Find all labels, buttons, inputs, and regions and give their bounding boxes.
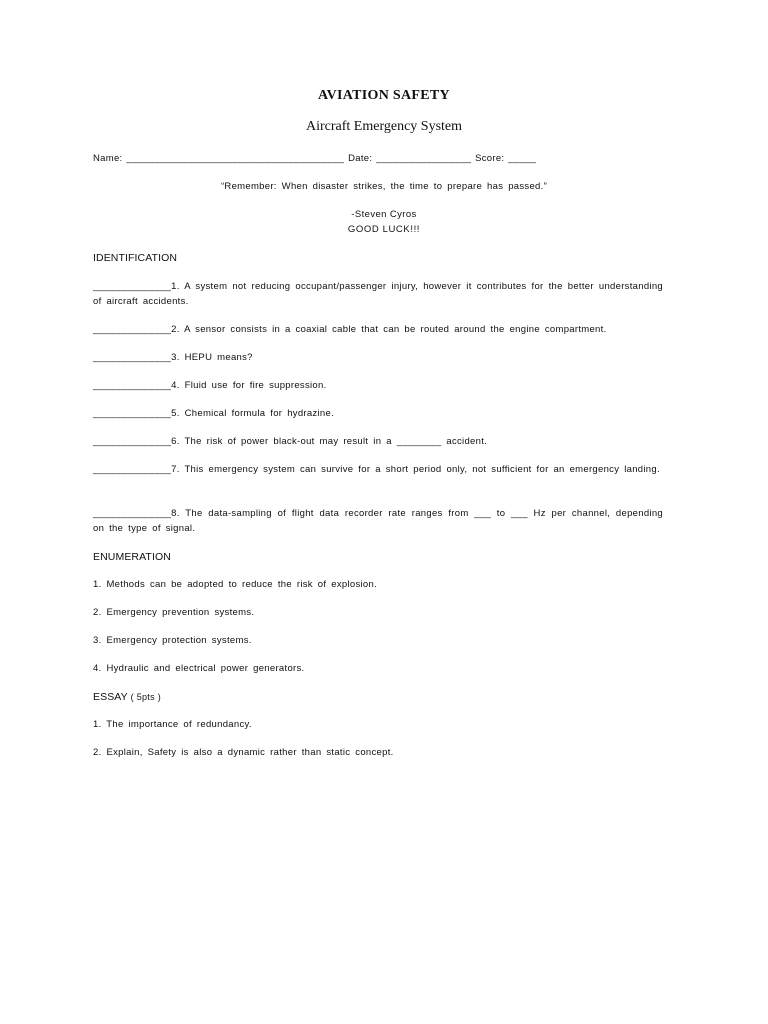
essay-item-2: 2. Explain, Safety is also a dynamic rather than static concept. xyxy=(93,747,394,758)
enumeration-item-4: 4. Hydraulic and electrical power generators. xyxy=(93,663,305,674)
identification-item-2: ______________2. A sensor consists in a coaxial cable that can be routed around the engine compartment. xyxy=(93,324,607,335)
identification-item-1: ______________1. A system not reducing occupant/passenger injury, however it contributes for the better understanding of aircraft accidents. xyxy=(93,281,663,307)
identification-item-8: ______________8. The data-sampling of flight data recorder rate ranges from ___ to ___ Hz per channel, depending on the type of signal. xyxy=(93,508,663,534)
identification-item-4: ______________4. Fluid use for fire suppression. xyxy=(93,380,327,391)
essay-item-1: 1. The importance of redundancy. xyxy=(93,719,252,730)
essay-heading xyxy=(93,691,161,703)
essay-points: ( 5pts ) xyxy=(130,692,161,702)
good-luck-text: GOOD LUCK!!! xyxy=(347,224,421,235)
enumeration-item-2: 2. Emergency prevention systems. xyxy=(93,607,255,618)
identification-heading: IDENTIFICATION xyxy=(93,252,178,264)
identification-item-5: ______________5. Chemical formula for hydrazine. xyxy=(93,408,335,419)
document-title: AVIATION SAFETY xyxy=(318,88,450,103)
essay-heading-label: ESSAY xyxy=(93,691,128,703)
quote-author: -Steven Cyros xyxy=(351,209,417,220)
identification-item-3: ______________3. HEPU means? xyxy=(93,352,253,363)
identification-item-7: ______________7. This emergency system can survive for a short period only, not sufficient for an emergency landing. xyxy=(93,464,660,475)
enumeration-item-3: 3. Emergency protection systems. xyxy=(93,635,252,646)
quote: “Remember: When disaster strikes, the time to prepare has passed.” xyxy=(220,181,548,192)
enumeration-item-1: 1. Methods can be adopted to reduce the risk of explosion. xyxy=(93,579,378,590)
name-date-score-line: Name: _______________________________________ Date: _________________ Score: _____ xyxy=(93,153,537,164)
enumeration-heading: ENUMERATION xyxy=(93,551,171,563)
document-subtitle: Aircraft Emergency System xyxy=(305,119,463,134)
identification-item-6: ______________6. The risk of power black-out may result in a ________ accident. xyxy=(93,436,488,447)
